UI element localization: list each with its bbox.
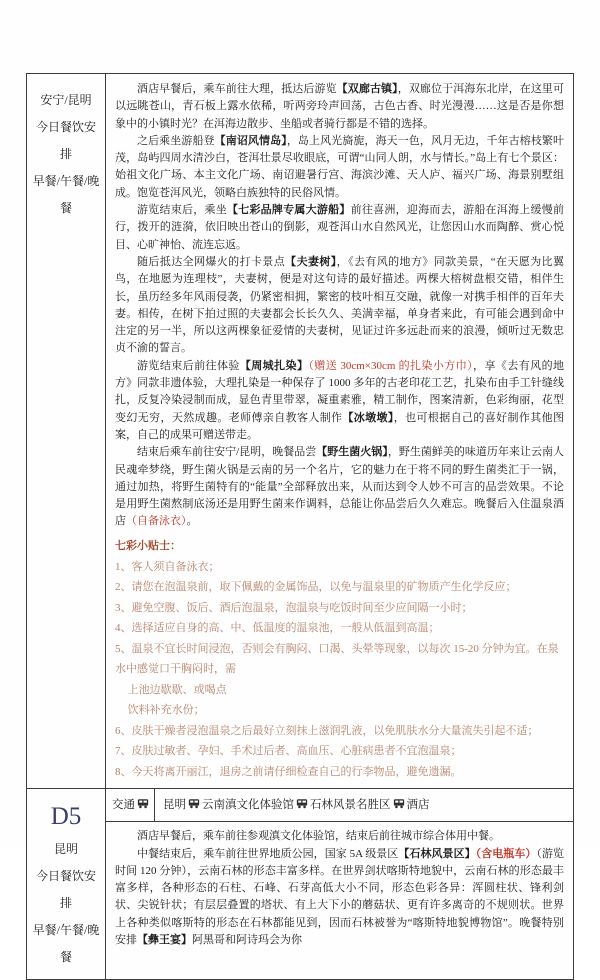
tip-line: 2、请您在泡温泉前，取下佩戴的金属饰品，以免与温泉里的矿物质产生化学反应；: [115, 581, 517, 594]
text-segment: 随后抵达全网爆火的打卡景点: [137, 255, 286, 268]
text-segment: ，双廊位于洱海东北岸，在这里可以远眺苍山，青石板上露水依稀，听两旁玲声回荡，古色古香、时光漫漫……这是否是你想象中的小镇时光？在洱海边散步、坐船或者骑行都是不错的选择。: [115, 83, 565, 130]
text-segment: ，也可根据自己的喜好制作其他图案，自己的成果可赠送带走。: [115, 411, 565, 441]
day-info-cell: [27, 74, 106, 788]
tips-heading: 七彩小贴士：: [115, 539, 181, 552]
text-segment: 酒店早餐后，乘车前往参观滇文化体验馆，结束后前往城市综合体用中餐。: [137, 830, 500, 843]
tip-line-continuation: 上池边歇歇、或喝点: [127, 683, 227, 696]
day-location-label: 昆明: [53, 842, 78, 857]
text-segment: 结束后乘车前往安宁/昆明，晚餐品尝: [137, 446, 317, 459]
text-segment: （赠送 30cm×30cm 的扎染小方巾）: [308, 359, 474, 372]
tip-line-continuation: 饮料补充水份；: [127, 704, 205, 717]
text-segment: 【七彩品牌专属大游船】: [226, 204, 351, 217]
tip-line: 3、避免空腹、饭后、酒后泡温泉，泡温泉与吃饭时间至少应间隔一小时；: [115, 601, 473, 614]
text-segment: 中餐结束后，乘车前往世界地质公园，国家 5A 级景区: [137, 847, 399, 860]
day-content-cell: [106, 74, 573, 788]
itinerary-table: [26, 73, 574, 980]
bus-icon: [296, 798, 308, 814]
paragraph: [115, 358, 564, 444]
bus-icon: [393, 798, 405, 814]
tip-line: 5、温泉不宜长时间浸泡，否则会有胸闷、口渴、头晕等现象，以每次 15-20 分钟为宜。在泉水中感觉口干胸闷时，需: [115, 642, 559, 676]
tip-line: 1、客人须自备泳衣；: [115, 560, 220, 573]
route-stop: 云南滇文化体验馆: [202, 799, 294, 812]
day-row-d5: [27, 788, 573, 979]
day-location-label: 安宁/昆明: [40, 93, 92, 107]
day-content-cell: [106, 789, 573, 979]
paragraph: [115, 444, 564, 530]
paragraph: [115, 846, 564, 950]
text-segment: ，野生菌鲜美的味道历年来让云南人民魂牵梦绕，野生菌火锅是云南的另一个名片，它的魅力在于将不同的野生菌类汇于一锅，通过加热，将野生菌特有的“能量”全部释放出来，从而达到令人妙不可言的品尝效果。不论是用野生菌熬制底汤还是用野生菌来作调料，总能让你品尝后久久难忘。晚餐后入住温泉酒店: [115, 446, 564, 528]
text-segment: 阿黑哥和阿诗玛会为你: [192, 934, 302, 946]
transport-label: 交通: [112, 799, 135, 812]
paragraph: [115, 828, 564, 845]
day-info-cell: [27, 789, 106, 979]
text-segment: （游览时间 120 分钟），云南石林的形态丰富多样。在世界剑状喀斯特地貌中，云南石林的形态最丰富多样，各种形态的石柱、石峰、石芽高低大小不同，形态色彩各异：浑圆柱状、锋利剑状、尖锐针状；有层层叠置的塔状、有上大下小的蘑菇状、更有许多离奇的不规则状。世界上各种类似喀斯特的形态在石林都能见到，因而石林被誉为“喀斯特地貌博物馆”。晚餐特别安排: [115, 847, 565, 946]
day-row-anning-kunming: [27, 74, 573, 788]
text-segment: 【石林风景区】: [398, 847, 476, 860]
tip-line: 6、皮肤干燥者浸泡温泉之后最好立刻抹上滋润乳液，以免肌肤水分大量流失引起不适；: [115, 724, 539, 737]
paragraph: [115, 254, 564, 358]
text-segment: 【冰墩墩】: [342, 411, 394, 424]
meals-list-label: 早餐/午餐/晚餐: [32, 174, 100, 215]
day-description: [106, 822, 573, 956]
bus-icon: [188, 798, 200, 814]
paragraph: [115, 81, 564, 133]
route-stop: 石林风景名胜区: [310, 799, 391, 812]
route-stop: 昆明: [163, 799, 186, 812]
paragraph: [115, 202, 564, 254]
text-segment: 酒店早餐后，乘车前往大理，抵达后游览: [137, 83, 337, 95]
transport-route: [155, 789, 573, 821]
text-segment: ，岛上风光旖旎，海天一色，风月无边，千年古榕枝繁叶茂，岛屿四周水清沙白，苍洱壮景尽收眼底，可谓“山同人朗，水与情长。”岛上有七个景区：始祖文化广场、本主文化广场、南诏避暑行宫、海滨沙滩、天人庐、福兴广场、海景别墅组成。饱览苍洱风光，领略白族独特的民俗风情。: [115, 134, 565, 199]
text-segment: ，《去有风的地方》同款美景，“在天愿为比翼鸟，在地愿为连理枝”，夫妻树，便是对这句诗的最好描述。两棵大榕树盘根交错，相伴生长，虽历经多年风雨侵袭，仍紧密相拥，繁密的枝叶相互交融，就像一对携手相伴的百年夫妻。相传，在树下拍过照的夫妻都会长长久久、美满幸福，单身者来此，有可能会遇到命中注定的另一半，所以这两棵象征爱情的夫妻树，见证过许多远赴而来的浪漫，倾听过无数忠贞不渝的誓言。: [115, 255, 565, 355]
text-segment: 【野生菌火锅】: [316, 446, 388, 459]
transport-label-cell: [106, 789, 155, 821]
route-stop: 酒店: [406, 799, 430, 812]
text-segment: 【双廊古镇】: [336, 83, 398, 95]
tip-line: 8、今天将离开丽江，退房之前请仔细检查自己的行李物品，避免遗漏。: [115, 765, 462, 778]
text-segment: 之后乘坐游船登: [137, 134, 215, 147]
text-segment: （含电瓶车）: [475, 847, 537, 860]
tips-block: [115, 536, 564, 783]
meals-heading: 今日餐饮安排: [35, 869, 96, 911]
text-segment: 【夫妻树】: [285, 255, 337, 268]
text-segment: 【彝王宴】: [137, 934, 192, 946]
tip-line: 7、皮肤过敏者、孕妇、手术过后者、高血压、心脏病患者不宜泡温泉；: [115, 745, 462, 758]
text-segment: 。: [186, 515, 198, 528]
tip-line: 4、选择适应自身的高、中、低温度的温泉池，一般从低温到高温；: [115, 622, 440, 635]
paragraph: [115, 133, 564, 202]
text-segment: 【周城扎染】: [239, 359, 309, 372]
text-segment: 游览结束后，乘坐: [137, 204, 227, 217]
meals-heading: 今日餐饮安排: [35, 120, 96, 161]
meals-list-label: 早餐/午餐/晚餐: [32, 923, 100, 965]
day-number: D5: [50, 803, 82, 831]
text-segment: ，享《去有风的地方》同款非遗体验，大理扎染是一种保存了 1000 多年的古老印花工艺，扎染布由手工针缝线扎，反复冷染浸制而成，显色青里带翠，凝重素雅，精工制作，图案清新，色彩绚丽，花型变幻无穷，天然成趣。老师傅亲自教客人制作: [115, 359, 565, 424]
text-segment: 【南诏风情岛】: [214, 134, 287, 147]
text-segment: 前往喜洲，迎海而去，游船在洱海上缓慢前行，拨开的涟漪，依旧映出苍山的倒影，观苍洱山水自然风光，让您因山水而陶醉、赏心悦目、心旷神怡、流连忘返。: [115, 204, 565, 251]
bus-icon: [137, 798, 149, 814]
transport-row: [106, 789, 573, 822]
text-segment: （自备泳衣）: [126, 515, 187, 528]
text-segment: 游览结束后前往体验: [137, 359, 240, 372]
